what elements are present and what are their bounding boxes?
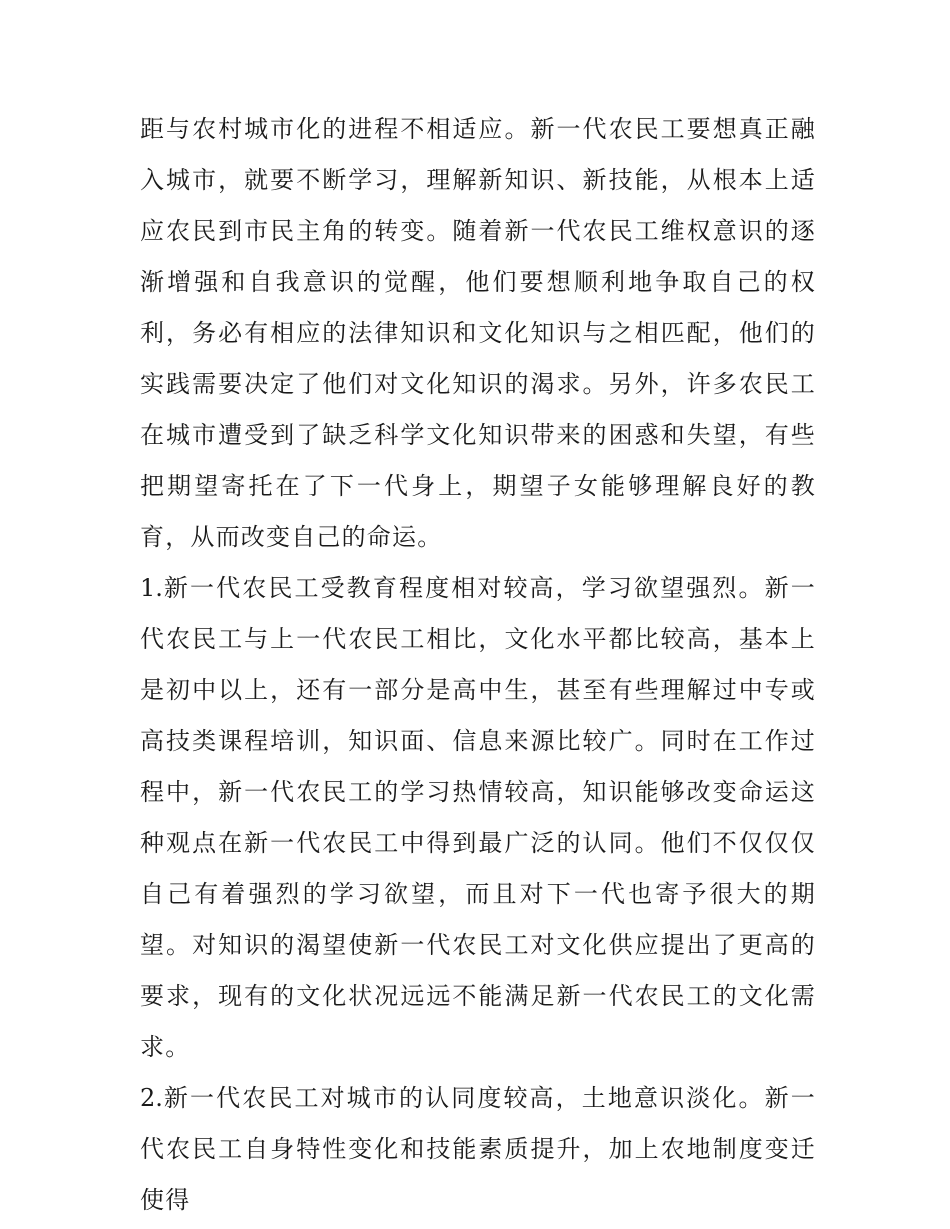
paragraph-text: 新一代农民工对城市的认同度较高，土地意识淡化。新一代农民工自身特性变化和技能素质提升，加上农地制度变迁使得 (140, 1084, 816, 1214)
paragraph-item-1 (140, 563, 816, 1073)
paragraph-item-2 (140, 1073, 816, 1226)
list-number: 1. (140, 574, 163, 602)
paragraph-text: 新一代农民工受教育程度相对较高，学习欲望强烈。新一代农民工与上一代农民工相比，文化水平都比较高，基本上是初中以上，还有一部分是高中生，甚至有些理解过中专或高技类课程培训，知识面、信息来源比较广。同时在工作过程中，新一代农民工的学习热情较高，知识能够改变命运这种观点在新一代农民工中得到最广泛的认同。他们不仅仅仅自己有着强烈的学习欲望，而且对下一代也寄予很大的期望。对知识的渴望使新一代农民工对文化供应提出了更高的要求，现有的文化状况远远不能满足新一代农民工的文化需求。 (140, 574, 816, 1061)
document-body (140, 104, 816, 1226)
paragraph-continuation (140, 104, 816, 563)
paragraph-text: 距与农村城市化的进程不相适应。新一代农民工要想真正融入城市，就要不断学习，理解新知识、新技能，从根本上适应农民到市民主角的转变。随着新一代农民工维权意识的逐渐增强和自我意识的觉醒，他们要想顺利地争取自己的权利，务必有相应的法律知识和文化知识与之相匹配，他们的实践需要决定了他们对文化知识的渴求。另外，许多农民工在城市遭受到了缺乏科学文化知识带来的困惑和失望，有些把期望寄托在了下一代身上，期望子女能够理解良好的教育，从而改变自己的命运。 (140, 115, 816, 551)
list-number: 2. (140, 1084, 163, 1112)
